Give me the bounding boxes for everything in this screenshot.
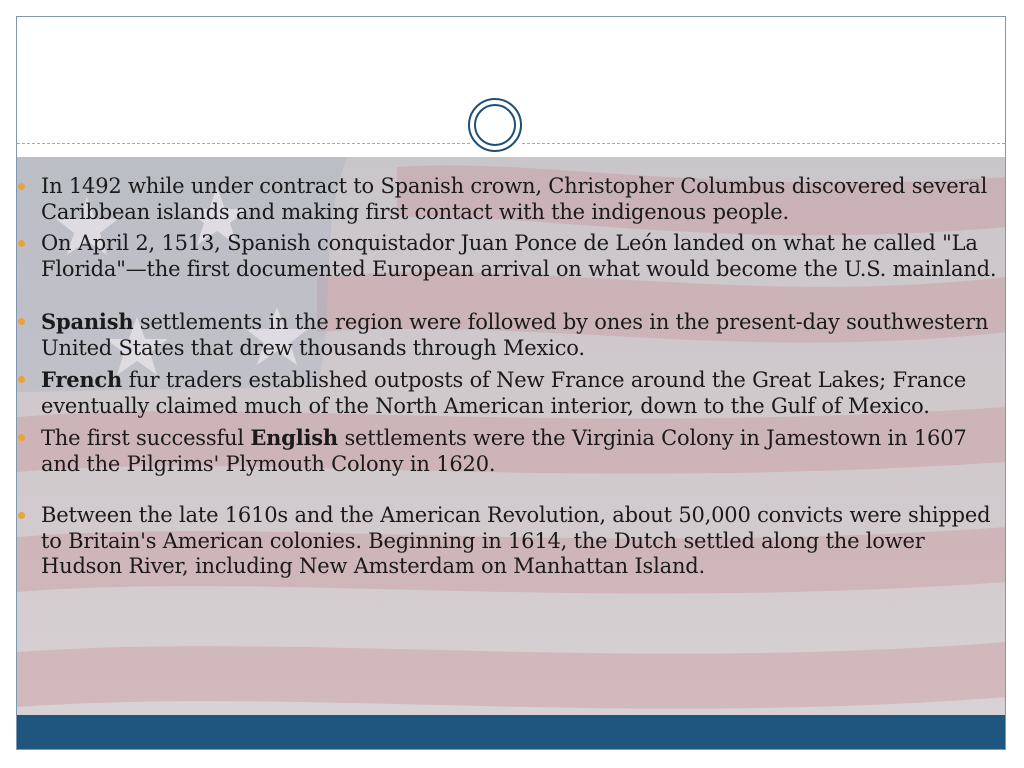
bullet-dot-icon <box>18 240 25 247</box>
bullet-text: fur traders established outposts of New France around the Great Lakes; France eventually claimed much of the North American interior, down to the Gulf of Mexico. <box>41 368 967 418</box>
circle-ornament-icon <box>464 94 526 156</box>
bullet-text: Between the late 1610s and the American Revolution, about 50,000 convicts were shipped to Britain's American colonies. Beginning in 1614, the Dutch settled along the lower Hudson River, including New Amsterdam on Manhattan Island. <box>41 503 991 578</box>
bullet-item <box>0 503 1001 580</box>
bullet-item <box>0 174 1001 225</box>
bullet-item <box>0 367 1001 419</box>
bullet-bold-term: English <box>250 425 338 450</box>
bullet-dot-icon <box>18 376 25 383</box>
bullet-text: On April 2, 1513, Spanish conquistador Juan Ponce de León landed on what he called "La Florida"—the first documented European arrival on what would become the U.S. mainland. <box>41 231 997 281</box>
bullet-item <box>0 231 1001 282</box>
bullet-dot-icon <box>18 434 25 441</box>
bullet-bold-term: Spanish <box>41 309 134 334</box>
bullet-bold-term: French <box>41 367 123 392</box>
bullet-item <box>0 425 1001 477</box>
bullet-list <box>0 174 1024 580</box>
bullet-dot-icon <box>18 512 25 519</box>
bullet-dot-icon <box>18 318 25 325</box>
ornament-inner-ring <box>474 104 516 146</box>
bullet-dot-icon <box>18 183 25 190</box>
bullet-text: settlements in the region were followed by ones in the present-day southwestern United States that drew thousands through Mexico. <box>41 310 989 360</box>
bullet-text: In 1492 while under contract to Spanish crown, Christopher Columbus discovered several Caribbean islands and making first contact with the indigenous people. <box>41 174 988 224</box>
footer-bar <box>17 715 1005 750</box>
bullet-text: settlements were the Virginia Colony in Jamestown in 1607 and the Pilgrims' Plymouth Colony in 1620. <box>41 426 967 476</box>
bullet-item <box>0 309 1001 361</box>
bullet-prefix: The first successful <box>41 426 251 450</box>
